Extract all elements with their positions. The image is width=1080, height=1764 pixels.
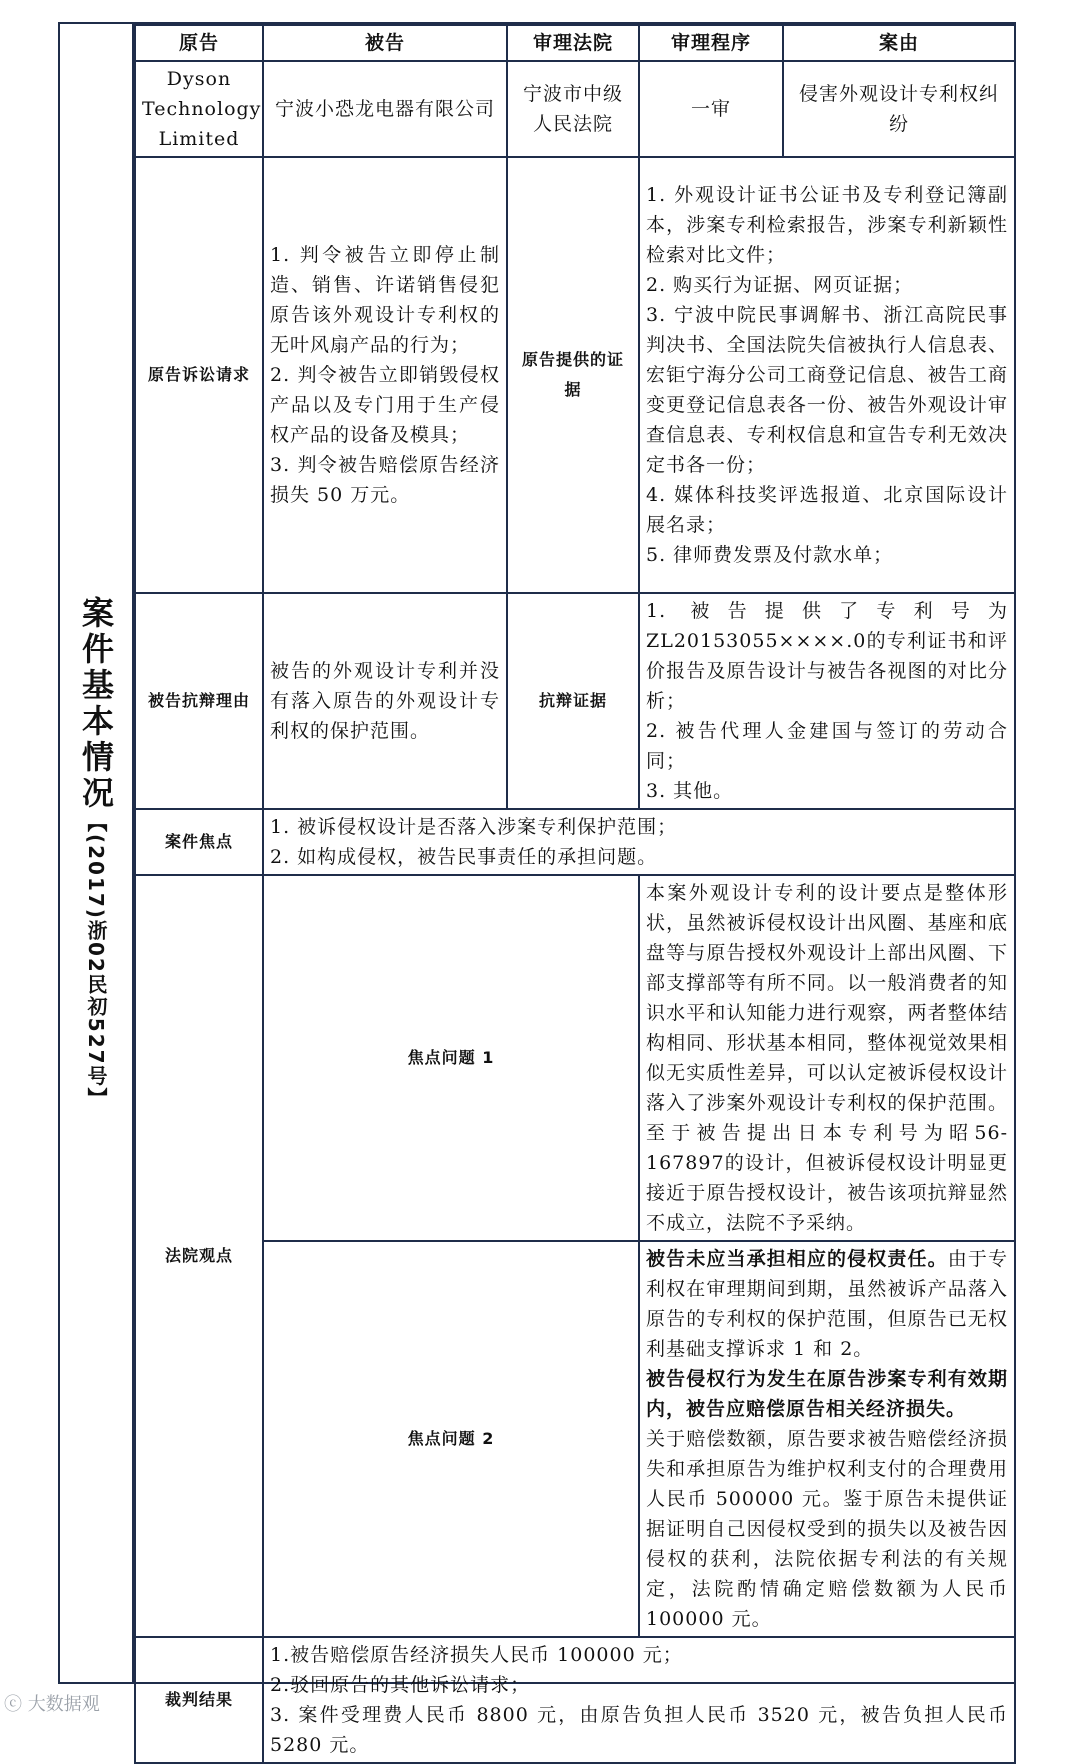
case-number: 【(2017)浙02民初527号】 (84, 812, 108, 1110)
claim-item: 3. 判令被告赔偿原告经济损失 50 万元。 (270, 454, 500, 506)
issue2-text1: 由于专利权在审理期间到期，虽然被诉产品落入原告的专利权的保护范围，但原告已无权利基础支撑诉求 1 和 2。 (646, 1248, 1008, 1360)
watermark-icon: ⓒ (4, 1694, 22, 1715)
cause-value: 侵害外观设计专利权纠纷 (783, 61, 1015, 157)
court-view-label: 法院观点 (135, 875, 263, 1637)
watermark (4, 1690, 100, 1716)
plaintiff-name: Dyson Technology Limited (135, 61, 263, 157)
defense-evidence-item: 1. 被告提供了专利号为ZL20153055××××.0的专利证书和评价报告及原告设计与被告各视图的对比分析； (646, 600, 1008, 712)
judgment-item: 1.被告赔偿原告经济损失人民币 100000 元； (270, 1644, 683, 1666)
court-issue1-row (135, 875, 1015, 1241)
defense-text: 被告的外观设计专利并没有落入原告的外观设计专利权的保护范围。 (263, 593, 507, 809)
judgment-cell (263, 1637, 1015, 1763)
judgment-item: 3. 案件受理费人民币 8800 元，由原告负担人民币 3520 元，被告负担人民币 5280 元。 (270, 1704, 1008, 1756)
side-title (73, 596, 119, 1110)
defense-evidence-label: 抗辩证据 (507, 593, 639, 809)
focus-item: 1. 被诉侵权设计是否落入涉案专利保护范围； (270, 816, 678, 838)
info-row (135, 61, 1015, 157)
focus-label: 案件焦点 (135, 809, 263, 875)
court-issue2-row (135, 1241, 1015, 1637)
watermark-text: 大数据观 (27, 1694, 100, 1715)
defendant-name: 宁波小恐龙电器有限公司 (263, 61, 507, 157)
evidence-item: 3. 宁波中院民事调解书、浙江高院民事判决书、全国法院失信被执行人信息表、宏钜宁海分公司工商登记信息、被告工商变更登记信息表各一份、被告外观设计审查信息表、专利权信息和宣告专利无效决定书各一份； (646, 304, 1008, 476)
issue2-cell (639, 1241, 1015, 1637)
claims-label: 原告诉讼请求 (135, 157, 263, 593)
evidence-item: 5. 律师费发票及付款水单； (646, 544, 894, 566)
claim-item: 1. 判令被告立即停止制造、销售、许诺销售侵犯原告该外观设计专利权的无叶风扇产品的行为； (270, 244, 500, 356)
side-title-panel (60, 24, 134, 1682)
judgment-label: 裁判结果 (135, 1637, 263, 1763)
defense-evidence-item: 3. 其他。 (646, 780, 734, 802)
issue2-bold1: 被告未应当承担相应的侵权责任。 (646, 1248, 948, 1270)
claims-row (135, 157, 1015, 593)
header-court: 审理法院 (507, 25, 639, 61)
judgment-item: 2.驳回原告的其他诉讼请求； (270, 1674, 531, 1696)
focus-item: 2. 如构成侵权，被告民事责任的承担问题。 (270, 846, 658, 868)
evidence-label: 原告提供的证据 (507, 157, 639, 593)
evidence-item: 2. 购买行为证据、网页证据； (646, 274, 914, 296)
header-defendant: 被告 (263, 25, 507, 61)
issue2-para1 (646, 1244, 1008, 1364)
header-plaintiff: 原告 (135, 25, 263, 61)
header-cause: 案由 (783, 25, 1015, 61)
issue2-label: 焦点问题 2 (263, 1241, 639, 1637)
judgment-row (135, 1637, 1015, 1763)
header-procedure: 审理程序 (639, 25, 783, 61)
defense-label: 被告抗辩理由 (135, 593, 263, 809)
evidence-item: 4. 媒体科技奖评选报道、北京国际设计展名录； (646, 484, 1008, 536)
header-row (135, 25, 1015, 61)
issue1-text: 本案外观设计专利的设计要点是整体形状，虽然被诉侵权设计出风圈、基座和底盘等与原告授权外观设计上部出风圈、下部支撑部等有所不同。以一般消费者的知识水平和认知能力进行观察，两者整体结构相同、形状基本相同，整体视觉效果相似无实质性差异，可以认定被诉侵权设计落入了涉案外观设计专利权的保护范围。至于被告提出日本专利号为昭56-167897的设计，但被诉侵权设计明显更接近于原告授权设计，被告该项抗辩显然不成立，法院不予采纳。 (639, 875, 1015, 1241)
issue2-bold2: 被告侵权行为发生在原告涉案专利有效期内，被告应赔偿原告相关经济损失。 (646, 1368, 1008, 1420)
defense-row (135, 593, 1015, 809)
focus-row (135, 809, 1015, 875)
defense-evidence-cell (639, 593, 1015, 809)
focus-cell (263, 809, 1015, 875)
claims-cell (263, 157, 507, 593)
evidence-cell (639, 157, 1015, 593)
case-table (134, 24, 1016, 1764)
court-name: 宁波市中级人民法院 (507, 61, 639, 157)
claim-item: 2. 判令被告立即销毁侵权产品以及专门用于生产侵权产品的设备及模具； (270, 364, 500, 446)
side-title-main: 案件基本情况 (77, 596, 115, 813)
evidence-item: 1. 外观设计证书公证书及专利登记簿副本，涉案专利检索报告，涉案专利新颖性检索对比文件； (646, 184, 1008, 266)
issue2-text2: 关于赔偿数额，原告要求被告赔偿经济损失和承担原告为维护权利支付的合理费用人民币 500000 元。鉴于原告未提供证据证明自己因侵权受到的损失以及被告因侵权的获利，法院依据专利法的有关规定，法院酌情确定赔偿数额为人民币 100000 元。 (646, 1428, 1008, 1630)
issue1-label: 焦点问题 1 (263, 875, 639, 1241)
defense-evidence-item: 2. 被告代理人金建国与签订的劳动合同； (646, 720, 1008, 772)
procedure-value: 一审 (639, 61, 783, 157)
